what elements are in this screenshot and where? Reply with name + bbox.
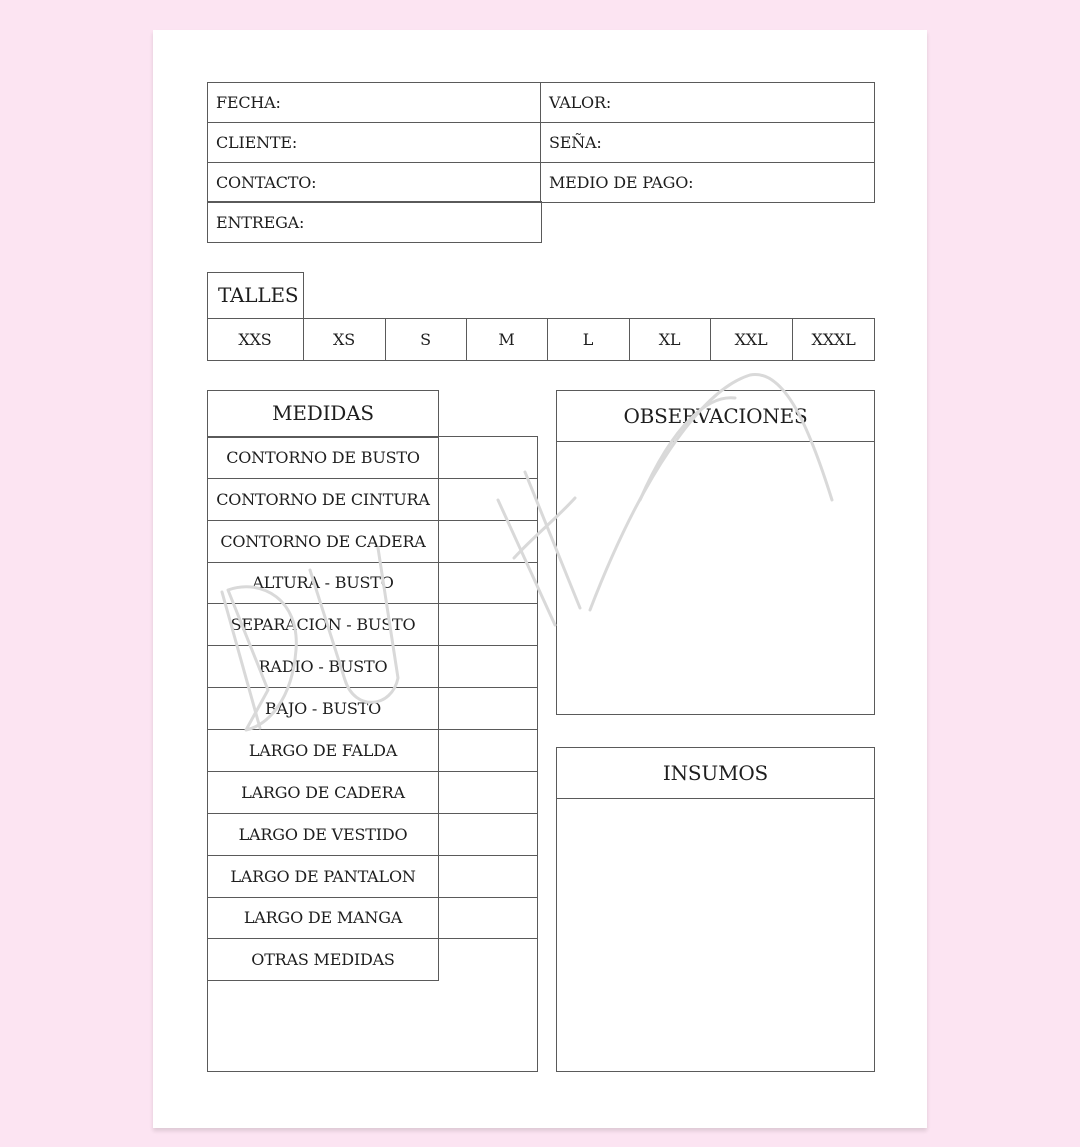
medidas-title: MEDIDAS xyxy=(272,401,374,425)
size-l: L xyxy=(582,330,594,349)
valor-label: VALOR: xyxy=(549,92,612,112)
size-xxl: XXL xyxy=(734,330,768,349)
medida-radio-busto: RADIO - BUSTO xyxy=(258,656,388,676)
contacto-label: CONTACTO: xyxy=(216,172,317,192)
entrega-label: ENTREGA: xyxy=(216,212,305,232)
medida-largo-manga: LARGO DE MANGA xyxy=(243,908,403,927)
medida-contorno-busto: CONTORNO DE BUSTO xyxy=(226,448,420,467)
medida-largo-vestido: LARGO DE VESTIDO xyxy=(238,824,408,844)
size-xs: XS xyxy=(333,330,355,349)
medida-contorno-cintura: CONTORNO DE CINTURA xyxy=(216,489,430,509)
medida-bajo-busto: BAJO - BUSTO xyxy=(264,698,381,718)
sena-label: SEÑA: xyxy=(549,132,602,152)
observaciones-title: OBSERVACIONES xyxy=(623,404,808,428)
fecha-label: FECHA: xyxy=(216,92,281,112)
medida-largo-cadera: LARGO DE CADERA xyxy=(241,782,405,802)
medida-separacion-busto: SEPARACION - BUSTO xyxy=(230,614,416,634)
size-xxxl: XXXL xyxy=(811,330,856,349)
medida-altura-busto: ALTURA - BUSTO xyxy=(252,573,394,592)
size-m: M xyxy=(498,330,515,349)
size-xxs: XXS xyxy=(238,330,272,349)
size-s: S xyxy=(420,330,431,349)
medida-largo-falda: LARGO DE FALDA xyxy=(248,740,398,760)
size-xl: XL xyxy=(658,330,681,349)
medida-contorno-cadera: CONTORNO DE CADERA xyxy=(220,531,426,551)
cliente-label: CLIENTE: xyxy=(216,132,298,152)
medida-largo-pantalon: LARGO DE PANTALON xyxy=(230,866,416,886)
talles-title: TALLES xyxy=(218,283,299,307)
medio-de-pago-label: MEDIO DE PAGO: xyxy=(549,172,694,192)
medida-otras-medidas: OTRAS MEDIDAS xyxy=(251,949,395,969)
insumos-title: INSUMOS xyxy=(662,761,769,785)
